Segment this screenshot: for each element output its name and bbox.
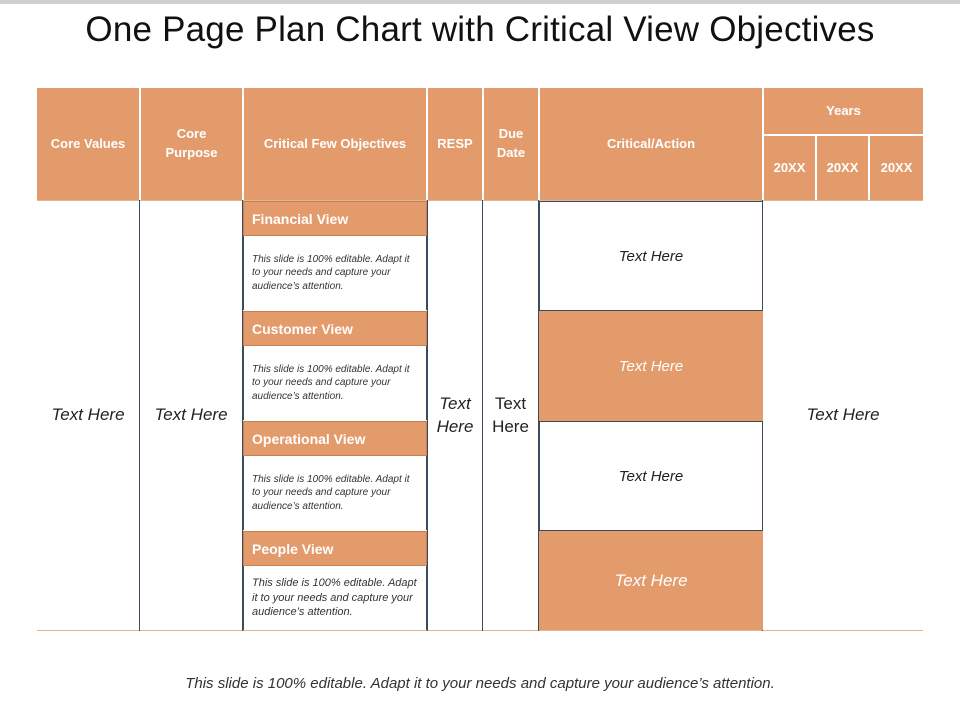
top-rule bbox=[0, 0, 960, 4]
due-date-cell bbox=[483, 201, 538, 630]
view-header-operational bbox=[243, 421, 427, 456]
action-box-3 bbox=[539, 421, 763, 531]
header-year-1 bbox=[764, 136, 815, 200]
header-years bbox=[764, 88, 923, 134]
header-resp bbox=[428, 88, 482, 200]
resp-text: Text Here bbox=[436, 393, 474, 436]
view-title-customer: Customer View bbox=[252, 320, 353, 337]
action-box-2 bbox=[539, 311, 763, 421]
page-title: One Page Plan Chart with Critical View Objectives bbox=[85, 10, 875, 49]
view-desc-customer-text: This slide is 100% editable. Adapt it to your needs and capture your audience’s attention. bbox=[252, 363, 410, 402]
view-header-people bbox=[243, 531, 427, 566]
header-year-3-label: 20XX bbox=[880, 159, 913, 175]
header-year-2-label: 20XX bbox=[826, 159, 859, 175]
view-desc-people bbox=[243, 566, 427, 630]
header-due-date-label: Due Date bbox=[496, 126, 526, 160]
view-desc-operational bbox=[243, 456, 427, 530]
action-text-1: Text Here bbox=[618, 247, 684, 265]
years-cell bbox=[763, 201, 923, 630]
years-text: Text Here bbox=[806, 405, 880, 425]
body-bottom-rule bbox=[37, 630, 923, 631]
core-purpose-text: Text Here bbox=[154, 405, 228, 425]
action-text-4: Text Here bbox=[614, 570, 688, 590]
header-core-purpose bbox=[141, 88, 242, 200]
header-core-purpose-label: Core Purpose bbox=[165, 126, 218, 160]
view-title-financial: Financial View bbox=[252, 210, 349, 227]
view-desc-people-text: This slide is 100% editable. Adapt it to your needs and capture your audience’s attention. bbox=[252, 576, 417, 619]
header-years-label: Years bbox=[826, 102, 861, 118]
header-critical-action bbox=[540, 88, 762, 200]
header-core-values bbox=[37, 88, 139, 200]
action-box-1 bbox=[539, 201, 763, 311]
view-desc-financial bbox=[243, 236, 427, 310]
header-year-1-label: 20XX bbox=[773, 159, 806, 175]
action-text-3: Text Here bbox=[618, 467, 684, 485]
header-critical-few-objectives bbox=[244, 88, 426, 200]
view-header-customer bbox=[243, 311, 427, 346]
due-date-text: Text Here bbox=[492, 393, 529, 436]
view-desc-financial-text: This slide is 100% editable. Adapt it to your needs and capture your audience’s attention. bbox=[252, 253, 410, 292]
view-desc-operational-text: This slide is 100% editable. Adapt it to your needs and capture your audience’s attention. bbox=[252, 473, 410, 512]
view-header-financial bbox=[243, 201, 427, 236]
header-year-3 bbox=[870, 136, 923, 200]
core-values-text: Text Here bbox=[51, 405, 125, 425]
header-resp-label: RESP bbox=[437, 135, 473, 151]
core-purpose-cell bbox=[140, 201, 242, 630]
header-critical-few-objectives-label: Critical Few Objectives bbox=[263, 135, 407, 151]
footer-note: This slide is 100% editable. Adapt it to your needs and capture your audience’s attention. bbox=[185, 675, 775, 692]
core-values-cell bbox=[37, 201, 139, 630]
header-core-values-label: Core Values bbox=[50, 135, 126, 151]
view-title-operational: Operational View bbox=[252, 430, 366, 447]
header-year-2 bbox=[817, 136, 868, 200]
view-desc-customer bbox=[243, 346, 427, 420]
resp-cell bbox=[428, 201, 482, 630]
action-box-4 bbox=[539, 531, 763, 630]
header-due-date bbox=[484, 88, 538, 200]
action-text-2: Text Here bbox=[618, 357, 684, 375]
header-critical-action-label: Critical/Action bbox=[606, 135, 696, 151]
view-title-people: People View bbox=[252, 540, 334, 557]
